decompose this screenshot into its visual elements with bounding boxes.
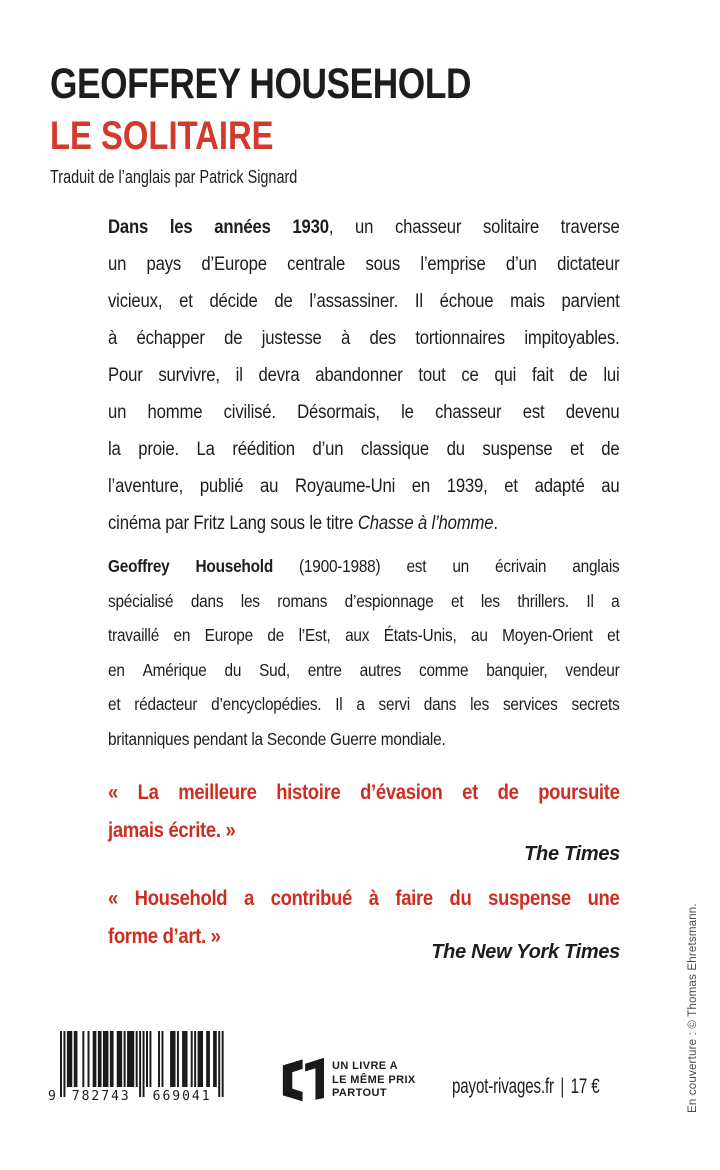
- bio-paragraph: Geoffrey Household (1900-1988) est un écrivain anglais spécialisé dans les romans d’espionnage et les thrillers. Il a travaillé en Europe de l’Est, aux États-Unis, au Moyen-Orient et en Amérique du Sud, entre autres comme banquier, vendeur et rédacteur d’encyclopédies. Il a servi dans les services secrets britanniques pendant la Seconde Guerre mondiale.: [108, 556, 620, 749]
- cover-photo-credit: En couverture : © Thomas Ehretsmann.: [687, 903, 699, 1113]
- ean-barcode: [48, 1031, 226, 1103]
- separator-bar: |: [560, 1075, 565, 1098]
- author-name: GEOFFREY HOUSEHOLD: [50, 60, 472, 108]
- svg-text:9: 9: [48, 1089, 58, 1103]
- open-book-icon: [276, 1056, 324, 1104]
- quote-source-the-times: The Times: [524, 843, 620, 865]
- svg-text:782743: 782743: [71, 1089, 131, 1103]
- translator-credit: Traduit de l’anglais par Patrick Signard: [50, 166, 298, 187]
- quote-source-new-york-times: The New York Times: [431, 941, 620, 963]
- fixed-price-logo: [276, 1056, 416, 1104]
- press-quote-new-york-times: « Household a contribué à faire du suspense une forme d’art. »: [108, 887, 620, 948]
- book-title: LE SOLITAIRE: [50, 114, 274, 158]
- svg-text:669041: 669041: [152, 1089, 212, 1103]
- fixed-price-logo-caption: UN LIVRE A LE MÊME PRIX PARTOUT: [332, 1060, 416, 1099]
- press-quote-the-times: « La meilleure histoire d’évasion et de poursuite jamais écrite. »: [108, 781, 620, 842]
- publisher-price-line: [452, 1075, 600, 1099]
- price: 17 €: [570, 1075, 600, 1098]
- publisher-website: payot-rivages.fr: [452, 1075, 554, 1098]
- synopsis-paragraph: Dans les années 1930, un chasseur solitaire traverse un pays d’Europe centrale sous l’emprise d’un dictateur vicieux, et décide de l’assassiner. Il échoue mais parvient à échapper de justesse à des tortionnaires impitoyables. Pour survivre, il devra abandonner tout ce qui fait de lui un homme civilisé. Désormais, le chasseur est devenu la proie. La réédition d’un classique du suspense et de l’aventure, publié au Royaume-Uni en 1939, et adapté au cinéma par Fritz Lang sous le titre Chasse à l’homme.: [108, 217, 620, 534]
